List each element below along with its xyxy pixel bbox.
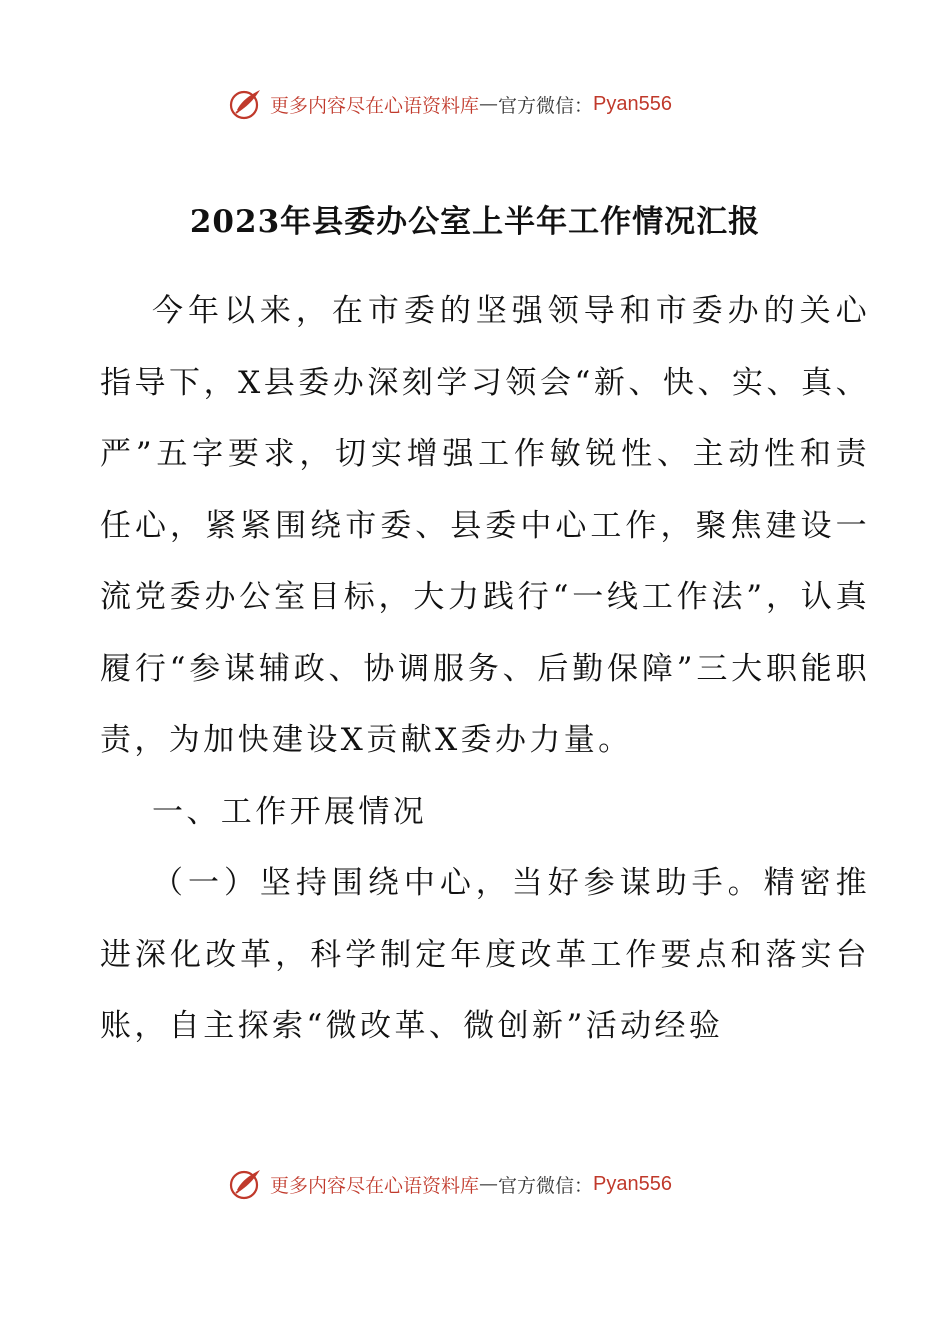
watermark-separator: —: [479, 1173, 499, 1195]
watermark-footer: [228, 1164, 672, 1204]
quill-pen-logo-icon: [228, 1166, 264, 1202]
intro-paragraph: 今年以来，在市委的坚强领导和市委办的关心指导下，X县委办深刻学习领会“新、快、实、真、严”五字要求，切实增强工作敏锐性、主动性和责任心，紧紧围绕市委、县委中心工作，聚焦建设一流党委办公室目标，大力践行“一线工作法”，认真履行“参谋辅政、协调服务、后勤保障”三大职能职责，为加快建设X贡献X委办力量。: [100, 293, 870, 758]
watermark-label: 官方微信：: [498, 1174, 594, 1197]
watermark-text: 更多内容尽在心语资料库: [270, 1174, 480, 1197]
subsection-paragraph: （一）坚持围绕中心，当好参谋助手。精密推进深化改革，科学制定年度改革工作要点和落实台账，自主探索“微改革、微创新”活动经验: [100, 865, 870, 1044]
quill-pen-logo-icon: [228, 86, 264, 122]
document-body: [100, 276, 870, 1063]
watermark-text: 更多内容尽在心语资料库: [270, 94, 480, 117]
watermark-wechat-id: Pyan556: [593, 1172, 672, 1195]
watermark-header: [228, 84, 672, 124]
document-title: 2023年县委办公室上半年工作情况汇报: [189, 204, 761, 240]
watermark-label: 官方微信：: [498, 94, 594, 117]
section-heading: 一、工作开展情况: [152, 793, 428, 830]
watermark-separator: —: [479, 93, 499, 115]
watermark-wechat-id: Pyan556: [593, 92, 672, 115]
